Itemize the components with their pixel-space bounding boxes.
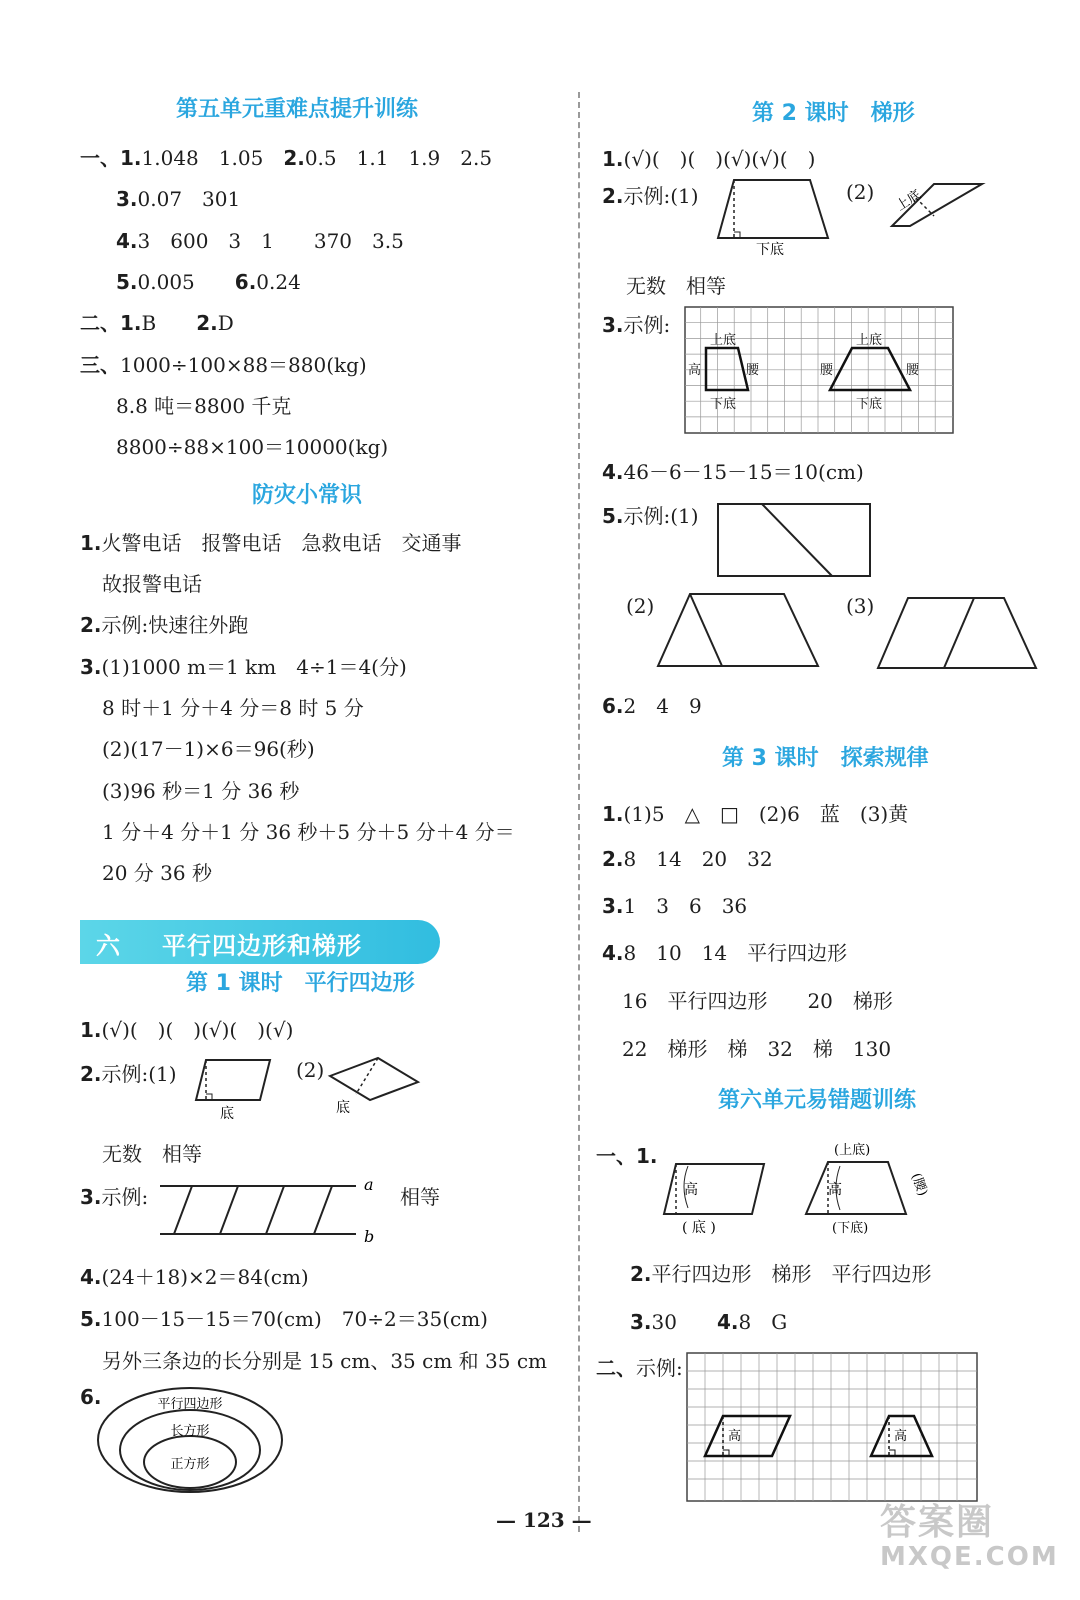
svg-text:长方形: 长方形 bbox=[170, 1424, 210, 1439]
parallelogram-cut-figure-3 bbox=[876, 594, 1042, 674]
answer-line: 5.100－15－15＝70(cm) 70÷2＝35(cm) bbox=[80, 1307, 488, 1331]
answer-line: 2.8 14 20 32 bbox=[602, 847, 773, 871]
svg-text:底: 底 bbox=[220, 1106, 234, 1122]
answer-line: 6. bbox=[80, 1385, 102, 1409]
svg-text:腰: 腰 bbox=[746, 363, 760, 378]
svg-text:上底: 上底 bbox=[893, 187, 924, 215]
answer-line: (2)(17－1)×6＝96(秒) bbox=[102, 737, 315, 761]
answer-line: 6.2 4 9 bbox=[602, 694, 702, 718]
answer-line: 一、1. bbox=[596, 1144, 658, 1168]
answer-line: 20 分 36 秒 bbox=[102, 861, 212, 885]
column-divider bbox=[578, 92, 580, 1532]
svg-text:a: a bbox=[364, 1175, 374, 1194]
answer-line: (3)96 秒＝1 分 36 秒 bbox=[102, 779, 300, 803]
figure-label: (3) bbox=[846, 594, 875, 618]
svg-text:(腰): (腰) bbox=[907, 1171, 930, 1199]
answer-line: 4.46－6－15－15＝10(cm) bbox=[602, 460, 864, 484]
answer-line: 3.0.07 301 bbox=[116, 187, 241, 211]
unit6-errors-title: 第六单元易错题训练 bbox=[718, 1088, 917, 1113]
parallelogram-figure-1 bbox=[190, 1052, 276, 1124]
answer-line: 3.(1)1000 m＝1 km 4÷1＝4(分) bbox=[80, 655, 407, 679]
watermark-url: MXQE.COM bbox=[880, 1542, 1059, 1572]
answer-line: 无数 相等 bbox=[626, 274, 726, 298]
svg-text:下底: 下底 bbox=[756, 242, 784, 258]
svg-text:( 底 ): ( 底 ) bbox=[682, 1220, 716, 1236]
answer-line: 2.示例:(1) bbox=[80, 1062, 177, 1086]
unit5-review-title: 第五单元重难点提升训练 bbox=[176, 97, 419, 122]
rhombus-figure-2 bbox=[326, 1054, 422, 1120]
answer-line: 故报警电话 bbox=[102, 572, 202, 596]
figure-label: (2) bbox=[626, 594, 655, 618]
svg-text:(上底): (上底) bbox=[834, 1143, 871, 1158]
svg-text:高: 高 bbox=[728, 1429, 742, 1444]
nested-sets-diagram bbox=[94, 1384, 290, 1496]
lesson1-title: 第 1 课时 平行四边形 bbox=[186, 971, 415, 996]
chapter-title: 平行四边形和梯形 bbox=[162, 932, 362, 960]
svg-text:高: 高 bbox=[894, 1429, 908, 1444]
svg-text:高: 高 bbox=[688, 363, 702, 378]
svg-text:高: 高 bbox=[684, 1182, 698, 1198]
answer-line: 1.火警电话 报警电话 急救电话 交通事 bbox=[80, 531, 462, 555]
trapezoid-labeled-figure bbox=[800, 1138, 934, 1242]
svg-text:正方形: 正方形 bbox=[170, 1457, 210, 1472]
trapezoid-figure-2 bbox=[886, 176, 986, 256]
answer-line: 三、1000÷100×88＝880(kg) bbox=[80, 353, 367, 377]
answer-line: 二、1.B 2.D bbox=[80, 311, 234, 335]
answer-line: 无数 相等 bbox=[102, 1142, 202, 1166]
answer-line: 8800÷88×100＝10000(kg) bbox=[116, 435, 389, 459]
svg-text:下底: 下底 bbox=[710, 397, 737, 412]
answer-line: 8.8 吨＝8800 千克 bbox=[116, 394, 292, 418]
answer-line: 一、1.1.048 1.05 2.0.5 1.1 1.9 2.5 bbox=[80, 146, 493, 170]
svg-text:底: 底 bbox=[336, 1100, 350, 1116]
grid-trapezoids-figure bbox=[684, 306, 956, 436]
chapter-number: 六 bbox=[96, 932, 120, 960]
svg-text:高: 高 bbox=[828, 1182, 842, 1198]
svg-text:(下底): (下底) bbox=[832, 1221, 869, 1236]
chapter-banner bbox=[80, 920, 440, 964]
parallelogram-cut-figure-2 bbox=[656, 590, 822, 670]
svg-text:上底: 上底 bbox=[710, 333, 737, 348]
answer-line: 2.示例:快速往外跑 bbox=[80, 613, 249, 637]
answer-line: 1.(√)( )( )(√)(√)( ) bbox=[602, 147, 816, 171]
answer-line: 3.30 4.8 G bbox=[630, 1310, 788, 1334]
answer-line: 4.8 10 14 平行四边形 bbox=[602, 941, 848, 965]
page-number: — 123 — bbox=[496, 1508, 592, 1532]
figure-label: (2) bbox=[846, 180, 875, 204]
rectangle-cut-figure bbox=[716, 500, 876, 580]
answer-line: 另外三条边的长分别是 15 cm、35 cm 和 35 cm bbox=[102, 1349, 547, 1373]
answer-line: 5.0.005 6.0.24 bbox=[116, 270, 301, 294]
answer-line: 5.示例:(1) bbox=[602, 504, 699, 528]
parallelogram-labeled-figure bbox=[656, 1148, 776, 1236]
figure-label: (2) bbox=[296, 1058, 325, 1082]
disaster-tips-title: 防灾小常识 bbox=[252, 483, 363, 508]
answer-line: 1.(1)5 △ □ (2)6 蓝 (3)黄 bbox=[602, 802, 909, 826]
answer-line: 2.平行四边形 梯形 平行四边形 bbox=[630, 1262, 932, 1286]
answer-line: 4.3 600 3 1 370 3.5 bbox=[116, 229, 404, 253]
parallel-lines-figure bbox=[156, 1172, 386, 1248]
answer-line: 4.(24＋18)×2＝84(cm) bbox=[80, 1265, 309, 1289]
lesson3-title: 第 3 课时 探索规律 bbox=[722, 746, 929, 771]
trapezoid-figure-1 bbox=[716, 176, 832, 260]
answer-line: 3.1 3 6 36 bbox=[602, 894, 748, 918]
answer-line: 1.(√)( )( )(√)( )(√) bbox=[80, 1018, 294, 1042]
answer-line: 3.示例: bbox=[602, 313, 671, 337]
svg-text:腰: 腰 bbox=[906, 363, 920, 378]
answer-line: 16 平行四边形 20 梯形 bbox=[622, 989, 893, 1013]
svg-text:下底: 下底 bbox=[856, 397, 883, 412]
lesson2-title: 第 2 课时 梯形 bbox=[752, 101, 915, 126]
watermark-logo: 答案圈 bbox=[880, 1502, 995, 1543]
answer-line: 1 分＋4 分＋1 分 36 秒＋5 分＋5 分＋4 分＝ bbox=[102, 820, 515, 844]
svg-text:上底: 上底 bbox=[856, 333, 883, 348]
grid-drawing-figure bbox=[686, 1352, 980, 1504]
answer-line: 22 梯形 梯 32 梯 130 bbox=[622, 1037, 892, 1061]
answer-text: 相等 bbox=[400, 1185, 440, 1209]
answer-line: 3.示例: bbox=[80, 1185, 149, 1209]
svg-text:平行四边形: 平行四边形 bbox=[157, 1397, 223, 1412]
answer-line: 二、示例: bbox=[596, 1356, 683, 1380]
svg-text:b: b bbox=[364, 1227, 375, 1246]
answer-line: 2.示例:(1) bbox=[602, 184, 699, 208]
answer-line: 8 时＋1 分＋4 分＝8 时 5 分 bbox=[102, 696, 364, 720]
svg-text:腰: 腰 bbox=[820, 363, 834, 378]
